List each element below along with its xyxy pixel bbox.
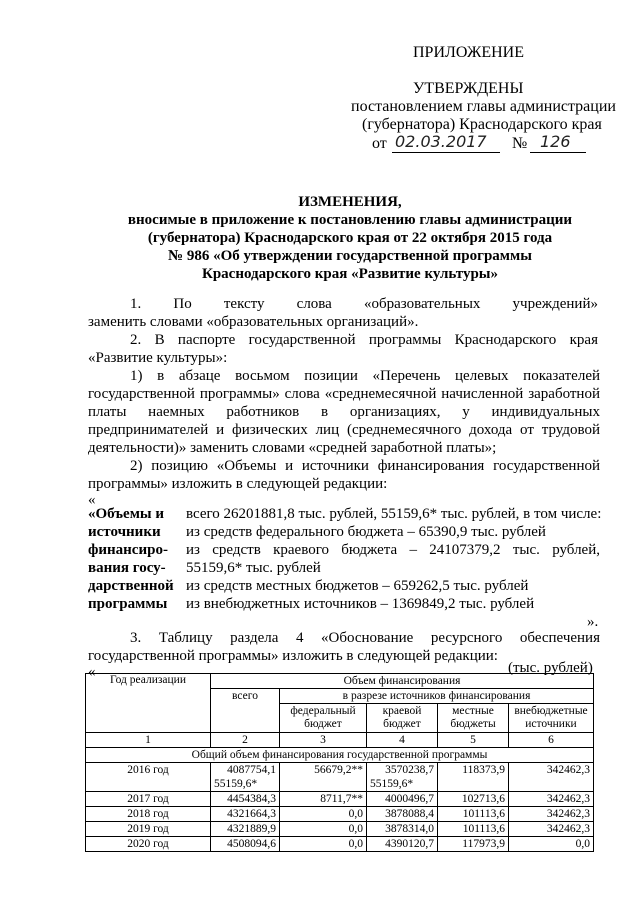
row-federal: 0,0 <box>280 837 367 852</box>
para-1-line-1: 1. По тексту слова «образовательных учреждений» <box>130 296 598 312</box>
table-row <box>86 807 594 822</box>
title-line-3: № 986 «Об утверждении государственной программы <box>168 248 532 264</box>
row-regional: 4000496,7 <box>367 792 438 807</box>
row-year: 2016 год <box>86 763 211 792</box>
row-regional: 3878314,0 <box>367 822 438 837</box>
table-row <box>86 837 594 852</box>
row-local: 118373,9 <box>438 763 509 792</box>
funding-regional-extra: 55159,6* тыс. рублей <box>186 560 321 576</box>
col-number-3: 3 <box>280 733 367 748</box>
row-local: 117973,9 <box>438 837 509 852</box>
para-5-line-1: 3. Таблицу раздела 4 «Обоснование ресурсного обеспечения <box>130 630 600 646</box>
header-regional: краевой бюджет <box>367 704 438 733</box>
row-local: 102713,6 <box>438 792 509 807</box>
row-local: 101113,6 <box>438 807 509 822</box>
row-extra: 342462,3 <box>509 792 594 807</box>
title-line-2: (губернатора) Краснодарского края от 22 октября 2015 года <box>147 230 553 246</box>
row-year: 2018 год <box>86 807 211 822</box>
date-handwritten: 02.03.2017 <box>395 132 487 151</box>
para-3-line-3: платы наемных работников в организациях, у индивидуальных <box>88 404 600 420</box>
row-federal: 0,0 <box>280 822 367 837</box>
funding-label-line-3: финансиро- <box>88 542 168 558</box>
para-5-line-2: государственной программы» изложить в следующей редакции: <box>88 648 498 664</box>
row-local: 101113,6 <box>438 822 509 837</box>
funding-label-line-6: программы <box>88 596 168 612</box>
funding-label-line-2: источники <box>88 524 161 540</box>
header-volume: Объем финансирования <box>211 674 594 689</box>
para-4-line-2: программы» изложить в следующей редакции: <box>88 476 388 492</box>
section-title: Общий объем финансирования государственной программы <box>86 748 594 763</box>
open-quote-2: « <box>88 664 96 680</box>
col-number-6: 6 <box>509 733 594 748</box>
row-year: 2017 год <box>86 792 211 807</box>
funding-local: из средств местных бюджетов – 659262,5 тыс. рублей <box>186 578 529 594</box>
funding-total: всего 26201881,8 тыс. рублей, 55159,6* тыс. рублей, в том числе: <box>186 506 602 522</box>
para-3-line-5: деятельности)» заменить словами «средней заработной платы»; <box>88 440 497 456</box>
funding-label-line-1: «Объемы и <box>88 506 165 522</box>
funding-label-line-5: дарственной <box>88 578 174 594</box>
row-federal: 56679,2** <box>280 763 367 792</box>
row-regional-extra: 55159,6* <box>367 777 438 792</box>
para-4-line-1: 2) позицию «Объемы и источники финансирования государственной <box>130 458 600 474</box>
funding-label-line-4: вания госу- <box>88 560 166 576</box>
funding-regional: из средств краевого бюджета – 24107379,2 тыс. рублей, <box>186 542 600 558</box>
para-2-line-2: «Развитие культуры»: <box>88 350 228 366</box>
row-extra: 342462,3 <box>509 822 594 837</box>
row-extra: 342462,3 <box>509 763 594 792</box>
number-label: № <box>512 135 528 152</box>
col-number-2: 2 <box>211 733 280 748</box>
table-row <box>86 792 594 807</box>
close-quote: ». <box>587 614 599 630</box>
row-regional: 4390120,7 <box>367 837 438 852</box>
number-underline <box>530 152 586 153</box>
appendix-label: ПРИЛОЖЕНИЕ <box>413 44 525 61</box>
header-year: Год реализации <box>86 674 211 733</box>
row-total: 4321889,9 <box>211 822 280 837</box>
para-3-line-4: предпринимателей и физических лиц (среднемесячного дохода от трудовой <box>88 422 600 438</box>
row-total: 4454384,3 <box>211 792 280 807</box>
number-handwritten: 126 <box>540 132 571 151</box>
para-1-line-2: заменить словами «образовательных организаций». <box>88 314 419 330</box>
row-year: 2020 год <box>86 837 211 852</box>
header-by-source: в разрезе источников финансирования <box>280 689 594 704</box>
row-total-extra: 55159,6* <box>211 777 280 792</box>
document-title: ИЗМЕНЕНИЯ, <box>298 194 402 210</box>
header-federal: федеральный бюджет <box>280 704 367 733</box>
row-total: 4321664,3 <box>211 807 280 822</box>
row-total: 4087754,1 <box>211 763 280 778</box>
header-local: местные бюджеты <box>438 704 509 733</box>
title-line-1: вносимые в приложение к постановлению главы администрации <box>127 212 573 228</box>
units-label: (тыс. рублей) <box>508 660 593 676</box>
funding-federal: из средств федерального бюджета – 65390,9 тыс. рублей <box>186 524 546 540</box>
funding-table <box>85 673 594 852</box>
table-row <box>86 763 594 778</box>
row-regional: 3878088,4 <box>367 807 438 822</box>
para-2-line-1: 2. В паспорте государственной программы Краснодарского края <box>130 332 598 348</box>
para-3-line-1: 1) в абзаце восьмом позиции «Перечень целевых показателей <box>130 368 600 384</box>
col-number-5: 5 <box>438 733 509 748</box>
approval-line-2: (губернатора) Краснодарского края <box>362 116 602 133</box>
row-total: 4508094,6 <box>211 837 280 852</box>
row-extra: 342462,3 <box>509 807 594 822</box>
col-number-1: 1 <box>86 733 211 748</box>
col-number-4: 4 <box>367 733 438 748</box>
table-row <box>86 822 594 837</box>
funding-extrabudget: из внебюджетных источников – 1369849,2 тыс. рублей <box>186 596 535 612</box>
date-from-label: от <box>372 135 387 152</box>
open-quote: « <box>88 492 96 508</box>
header-total: всего <box>211 689 280 733</box>
row-extra: 0,0 <box>509 837 594 852</box>
approval-line-1: постановлением главы администрации <box>351 98 616 115</box>
header-extra: внебюджетные источники <box>509 704 594 733</box>
row-year: 2019 год <box>86 822 211 837</box>
para-3-line-2: государственной программы» слова «среднемесячной начисленной заработной <box>88 386 600 402</box>
row-federal: 0,0 <box>280 807 367 822</box>
title-line-4: Краснодарского края «Развитие культуры» <box>201 266 499 282</box>
date-underline <box>392 152 500 153</box>
row-federal: 8711,7** <box>280 792 367 807</box>
approved-label: УТВЕРЖДЕНЫ <box>413 80 524 97</box>
row-regional: 3570238,7 <box>367 763 438 778</box>
